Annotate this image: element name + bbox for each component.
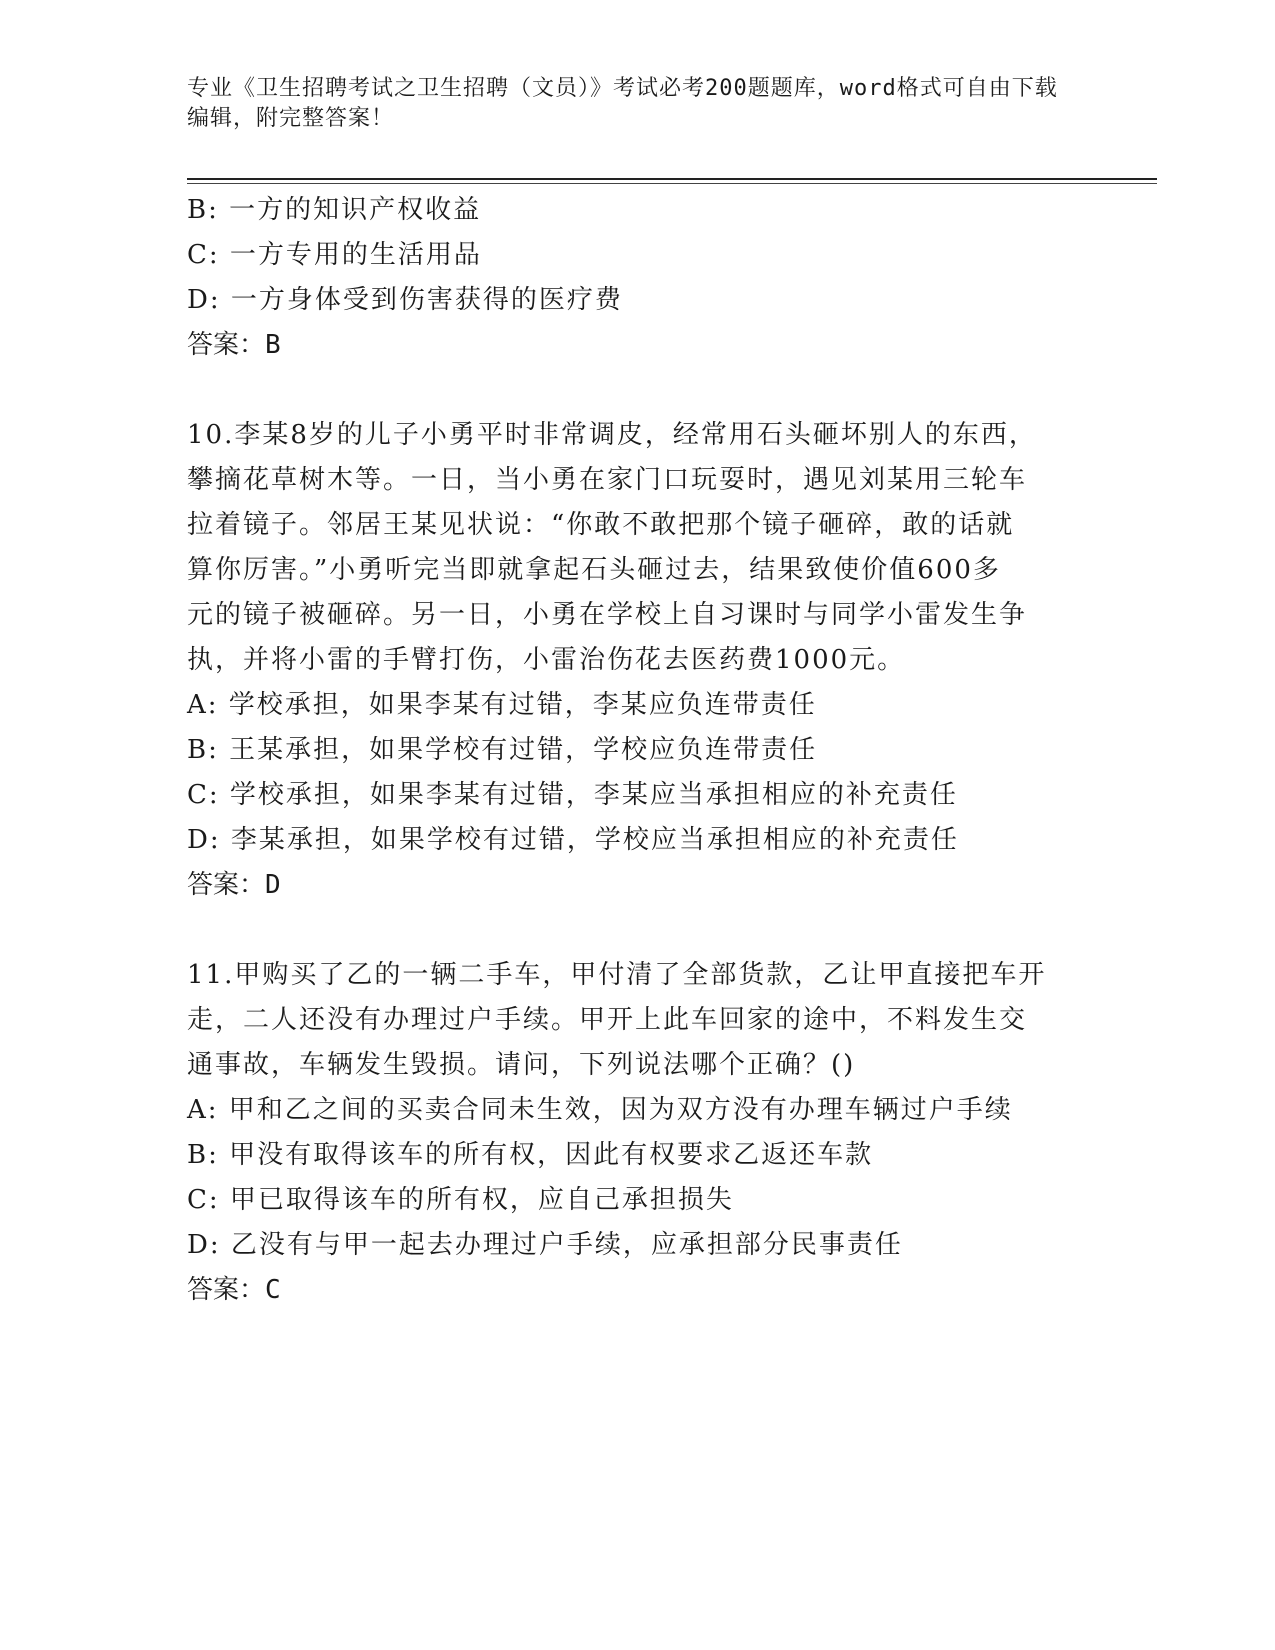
- option-d: D: 李某承担，如果学校有过错，学校应当承担相应的补充责任: [187, 825, 959, 855]
- option-d: D: 乙没有与甲一起去办理过户手续，应承担部分民事责任: [187, 1230, 903, 1260]
- option-c: C: 甲已取得该车的所有权，应自己承担损失: [187, 1185, 734, 1215]
- question-text-line: 11.甲购买了乙的一辆二手车，甲付清了全部货款，乙让甲直接把车开: [187, 960, 1047, 990]
- option-b: B: 王某承担，如果学校有过错，学校应负连带责任: [187, 735, 818, 765]
- option-a: A: 甲和乙之间的买卖合同未生效，因为双方没有办理车辆过户手续: [187, 1095, 1013, 1125]
- prev-question-answer: [187, 323, 1067, 368]
- question-text-line: 算你厉害。”小勇听完当即就拿起石头砸过去，结果致使价值600多: [187, 555, 1001, 585]
- question-text-line: 通事故，车辆发生毁损。请问，下列说法哪个正确？(): [187, 1050, 856, 1080]
- answer-label: 答案：: [187, 1275, 266, 1305]
- page-header: 专业《卫生招聘考试之卫生招聘（文员）》考试必考200题题库，word格式可自由下载编辑，附完整答案！: [187, 76, 1058, 131]
- option-a: A: 学校承担，如果李某有过错，李某应负连带责任: [187, 690, 817, 720]
- answer-label: 答案：: [187, 870, 266, 900]
- answer-value: C: [265, 1275, 281, 1305]
- question-10: [187, 413, 1067, 908]
- option-c: C: 一方专用的生活用品: [187, 240, 482, 270]
- question-11: [187, 953, 1067, 1313]
- question-10-answer: [187, 863, 1067, 908]
- option-d: D: 一方身体受到伤害获得的医疗费: [187, 285, 623, 315]
- question-text-line: 攀摘花草树木等。一日，当小勇在家门口玩耍时，遇见刘某用三轮车: [187, 465, 1028, 495]
- answer-value: D: [265, 870, 281, 900]
- header-divider-thick: [187, 178, 1157, 180]
- option-b: B: 一方的知识产权收益: [187, 195, 482, 225]
- question-text-line: 元的镜子被砸碎。另一日，小勇在学校上自习课时与同学小雷发生争: [187, 600, 1028, 630]
- prev-question-options: [187, 188, 1067, 323]
- option-c: C: 学校承担，如果李某有过错，李某应当承担相应的补充责任: [187, 780, 958, 810]
- question-text-line: 走，二人还没有办理过户手续。甲开上此车回家的途中，不料发生交: [187, 1005, 1028, 1035]
- header-divider-thin: [187, 183, 1157, 184]
- option-b: B: 甲没有取得该车的所有权，因此有权要求乙返还车款: [187, 1140, 874, 1170]
- document-body: [187, 188, 1067, 1313]
- answer-label: 答案：: [187, 330, 266, 360]
- question-text-line: 执，并将小雷的手臂打伤，小雷治伤花去医药费1000元。: [187, 645, 906, 675]
- question-text-line: 拉着镜子。邻居王某见状说：“你敢不敢把那个镜子砸碎，敢的话就: [187, 510, 1015, 540]
- answer-value: B: [265, 330, 281, 360]
- question-text-line: 10.李某8岁的儿子小勇平时非常调皮，经常用石头砸坏别人的东西，: [187, 420, 1037, 450]
- question-11-answer: [187, 1268, 1067, 1313]
